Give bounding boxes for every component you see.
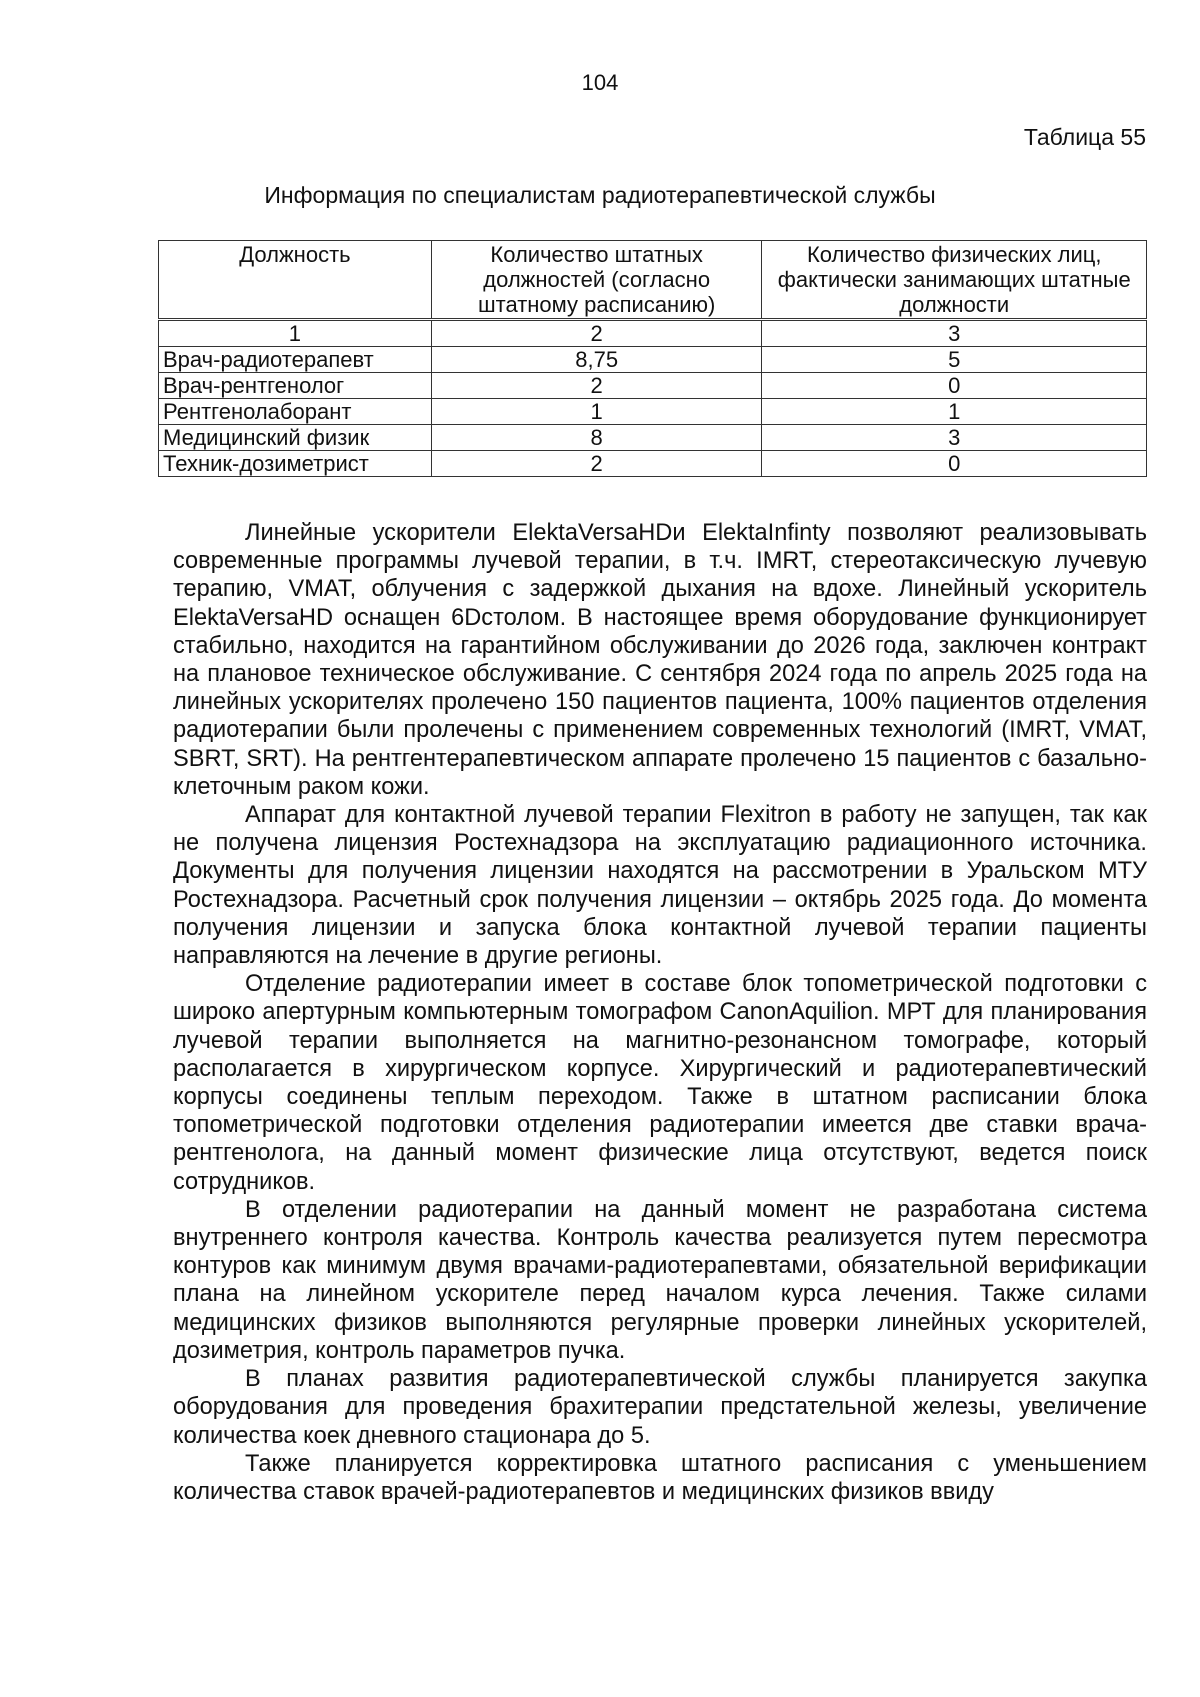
paragraph-topometry: Отделение радиотерапии имеет в составе блок топометрической подготовки с широко апертурным компьютерным томографом CanonAquilion. МРТ для планирования лучевой терапии выполняется на магнитно-резонансном томографе, который располагается в хирургическом корпусе. Хирургический и радиотерапевтический корпусы соединены теплым переходом. Также в штатном расписании блока топометрической подготовки отделения радиотерапии имеется две ставки врача-рентгенолога, на данный момент физические лица отсутствуют, ведется поиск сотрудников. xyxy=(173,971,1147,1195)
cell-person-count: 3 xyxy=(762,425,1147,451)
cell-staff-count: 2 xyxy=(431,451,762,477)
body-text xyxy=(173,519,1147,1506)
table-row xyxy=(159,451,1147,477)
header-staff-positions: Количество штатных должностей (согласно штатному расписанию) xyxy=(431,241,762,320)
cell-person-count: 5 xyxy=(762,347,1147,373)
table-row xyxy=(159,425,1147,451)
cell-position: Врач-радиотерапевт xyxy=(159,347,432,373)
paragraph-accelerators: Линейные ускорители ElektaVersaHDи ElektaInfinty позволяют реализовывать современные программы лучевой терапии, в т.ч. IMRT, стереотаксическую лучевую терапию, VMAT, облучения с задержкой дыхания на вдохе. Линейный ускоритель ElektaVersaHD оснащен 6Dстолом. В настоящее время оборудование функционирует стабильно, находится на гарантийном обслуживании до 2026 года, заключен контракт на плановое техническое обслуживание. С сентября 2024 года по апрель 2025 года на линейных ускорителях пролечено 150 пациентов пациента, 100% пациентов отделения радиотерапии были пролечены с применением современных технологий (IMRT, VMAT, SBRT, SRT). На рентгентерапевтическом аппарате пролечено 15 пациентов с базально-клеточным раком кожи. xyxy=(173,520,1147,800)
column-number: 3 xyxy=(762,320,1147,347)
table-label: Таблица 55 xyxy=(1023,124,1146,150)
table-row xyxy=(159,373,1147,399)
column-number: 1 xyxy=(159,320,432,347)
cell-staff-count: 8 xyxy=(431,425,762,451)
header-physical-persons: Количество физических лиц, фактически занимающих штатные должности xyxy=(762,241,1147,320)
page-number: 104 xyxy=(581,70,619,95)
cell-position: Рентгенолаборант xyxy=(159,399,432,425)
paragraph-quality-control: В отделении радиотерапии на данный момент не разработана система внутреннего контроля качества. Контроль качества реализуется путем пересмотра контуров как минимум двумя врачами-радиотерапевтами, обязательной верификации плана на линейном ускорителе перед началом курса лечения. Также силами медицинских физиков выполняются регулярные проверки линейных ускорителей, дозиметрия, контроль параметров пучка. xyxy=(173,1196,1147,1364)
table-title: Информация по специалистам радиотерапевтической службы xyxy=(264,182,936,208)
cell-person-count: 0 xyxy=(762,373,1147,399)
table-row xyxy=(159,399,1147,425)
cell-position: Техник-дозиметрист xyxy=(159,451,432,477)
paragraph-flexitron: Аппарат для контактной лучевой терапии Flexitron в работу не запущен, так как не получена лицензия Ростехнадзора на эксплуатацию радиационного источника. Документы для получения лицензии находятся на рассмотрении в Уральском МТУ Ростехнадзора. Расчетный срок получения лицензии – октябрь 2025 года. До момента получения лицензии и запуска блока контактной лучевой терапии пациенты направляются на лечение в другие регионы. xyxy=(173,802,1147,970)
cell-person-count: 0 xyxy=(762,451,1147,477)
cell-staff-count: 1 xyxy=(431,399,762,425)
paragraph-staffing-plans: Также планируется корректировка штатного расписания с уменьшением количества ставок врачей-радиотерапевтов и медицинских физиков ввиду xyxy=(173,1450,1147,1505)
staff-table xyxy=(158,240,1147,477)
header-position: Должность xyxy=(159,241,432,320)
table-row xyxy=(159,347,1147,373)
table-header-row xyxy=(159,241,1147,320)
cell-position: Врач-рентгенолог xyxy=(159,373,432,399)
column-number-row xyxy=(159,320,1147,347)
cell-staff-count: 8,75 xyxy=(431,347,762,373)
cell-position: Медицинский физик xyxy=(159,425,432,451)
cell-person-count: 1 xyxy=(762,399,1147,425)
paragraph-development-plans: В планах развития радиотерапевтической службы планируется закупка оборудования для проведения брахитерапии предстательной железы, увеличение количества коек дневного стационара до 5. xyxy=(173,1366,1147,1449)
cell-staff-count: 2 xyxy=(431,373,762,399)
column-number: 2 xyxy=(431,320,762,347)
